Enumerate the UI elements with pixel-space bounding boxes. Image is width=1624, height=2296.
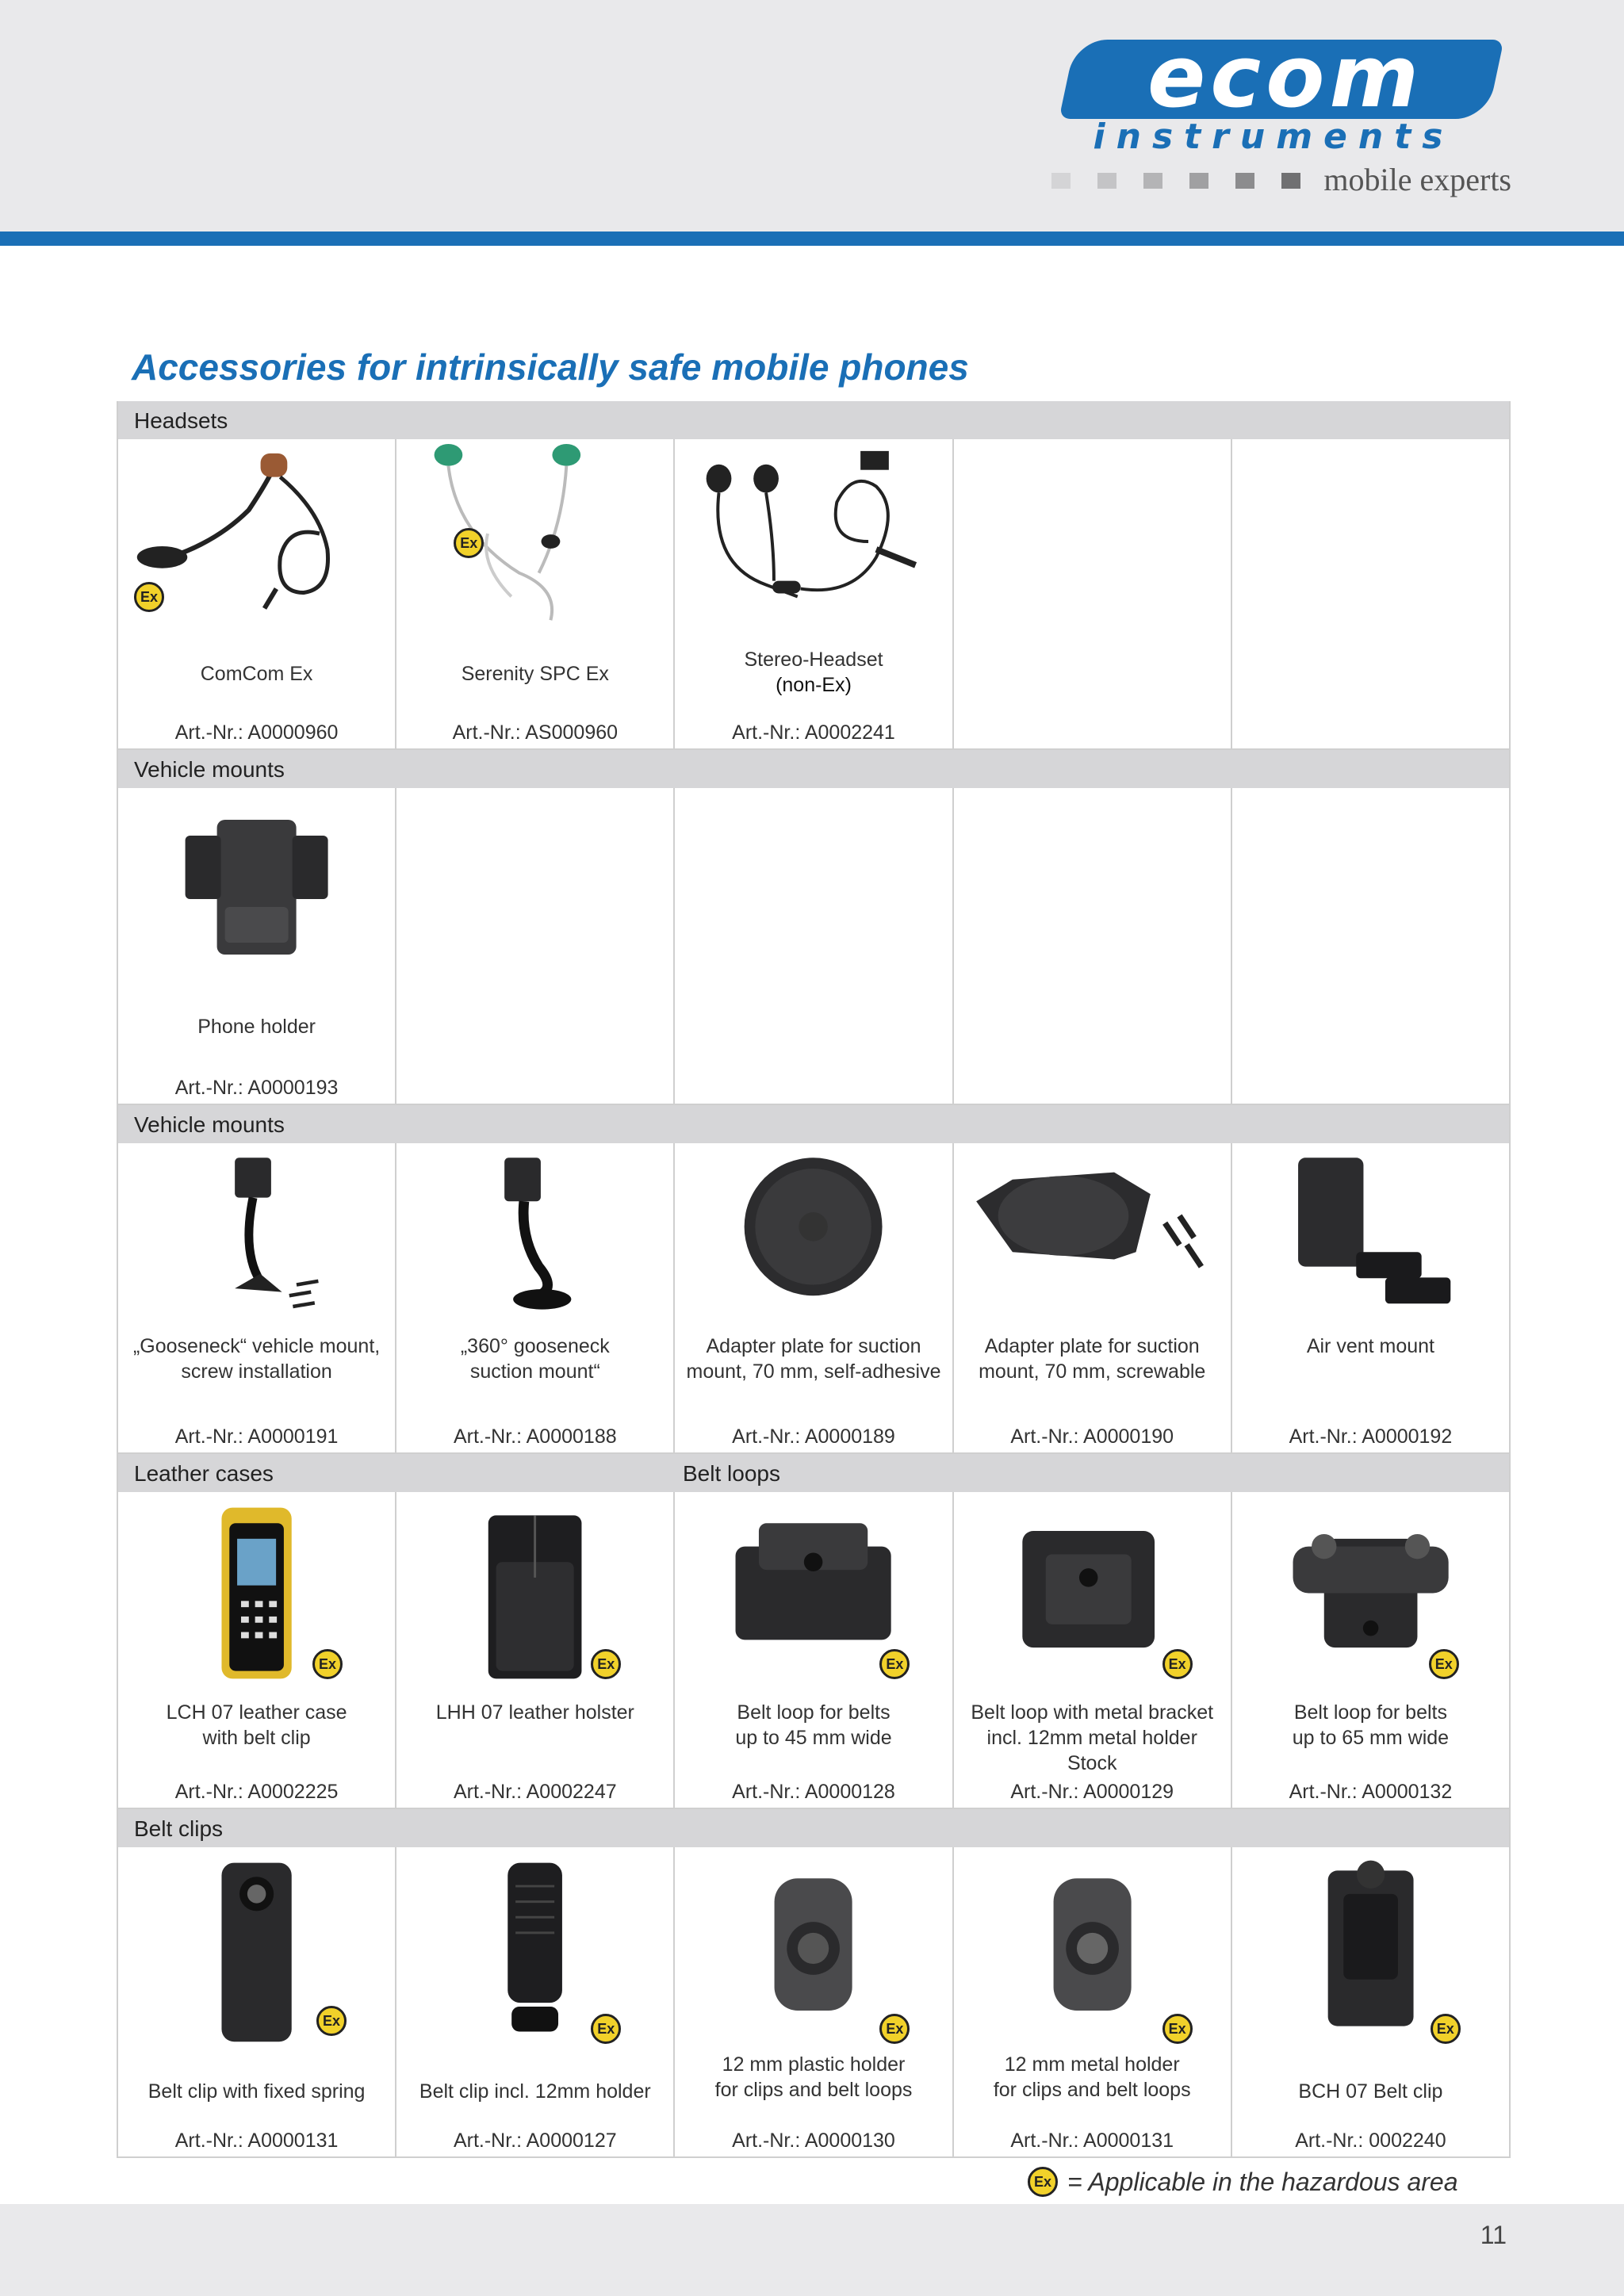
adapter-plate-icon: [675, 1143, 952, 1332]
product-name-subline: mount, 70 mm, self-adhesive: [686, 1360, 941, 1383]
plastic-holder-icon: [675, 1847, 952, 2049]
product-name: [683, 1334, 944, 1384]
article-number: Art.-Nr.: A0000192: [1289, 1425, 1453, 1448]
product-name-subline: screw installation: [181, 1360, 332, 1383]
product-name-subline: (non-Ex): [776, 674, 852, 696]
earbuds-icon: [675, 439, 952, 644]
product-name: [404, 661, 665, 687]
empty-cell: [675, 788, 953, 1105]
leather-holster-icon: [396, 1492, 673, 1694]
section-header: [117, 750, 1511, 788]
ex-certification-icon: Ex: [879, 2014, 910, 2044]
product-cell: [118, 1492, 396, 1809]
product-name: [962, 1334, 1223, 1384]
article-number: Art.-Nr.: A0000132: [1289, 1781, 1453, 1803]
section-title: Leather cases: [134, 1461, 274, 1486]
product-cell: [954, 1143, 1232, 1454]
article-number: Art.-Nr.: A0000193: [174, 1077, 339, 1099]
product-name: [126, 1334, 387, 1384]
product-name-line: LCH 07 leather case: [166, 1701, 347, 1724]
product-cell: [396, 1492, 675, 1809]
empty-cell: [396, 788, 675, 1105]
article-number: Art.-Nr.: 0002240: [1295, 2130, 1446, 2152]
product-name-line: Belt loop for belts: [1293, 1701, 1447, 1724]
accessories-table: [117, 401, 1511, 2158]
product-cell: [396, 1143, 675, 1454]
product-name-line: Air vent mount: [1306, 1335, 1434, 1357]
header-accent-bar: [0, 232, 1624, 246]
product-cell: [396, 1847, 675, 2158]
logo-word: ecom: [1147, 28, 1423, 127]
ex-certification-icon: Ex: [591, 2014, 621, 2044]
product-name-line: ComCom Ex: [200, 663, 313, 685]
product-name-line: 12 mm metal holder: [1004, 2053, 1180, 2076]
earphones-icon: [396, 439, 673, 644]
product-name-subline: up to 45 mm wide: [735, 1727, 892, 1749]
ex-certification-icon: Ex: [316, 2006, 347, 2036]
article-number: Art.-Nr.: A0000131: [1010, 2130, 1174, 2152]
product-name: [404, 1334, 665, 1384]
product-name: [962, 1700, 1223, 1776]
article-number: Art.-Nr.: A0000128: [732, 1781, 895, 1803]
section-header: [117, 1809, 1511, 1847]
product-name-line: „Gooseneck“ vehicle mount,: [132, 1335, 381, 1357]
product-cell: [675, 1143, 953, 1454]
ex-certification-icon: Ex: [879, 1649, 910, 1679]
product-name-line: Belt loop for belts: [737, 1701, 891, 1724]
article-number: Art.-Nr.: AS000960: [452, 721, 619, 744]
ex-certification-icon: Ex: [591, 1649, 621, 1679]
product-name-subline: for clips and belt loops: [993, 2079, 1191, 2101]
article-number: Art.-Nr.: A0000960: [174, 721, 339, 744]
logo-subword: instruments: [1093, 117, 1454, 157]
product-name-subline: incl. 12mm metal holder Stock: [986, 1727, 1197, 1774]
product-name-line: Phone holder: [197, 1016, 316, 1038]
article-number: Art.-Nr.: A0000127: [453, 2130, 617, 2152]
article-number: Art.-Nr.: A0000130: [732, 2130, 895, 2152]
product-cell: [675, 1492, 953, 1809]
headset-icon: [118, 439, 395, 644]
product-name-line: BCH 07 Belt clip: [1298, 2080, 1443, 2103]
product-cell: [118, 1847, 396, 2158]
article-number: Art.-Nr.: A0000191: [174, 1425, 339, 1448]
ex-certification-icon: Ex: [454, 528, 484, 558]
product-row: [117, 1143, 1511, 1454]
article-number: Art.-Nr.: A0000190: [1010, 1425, 1174, 1448]
belt-clip-icon: [118, 1847, 395, 2049]
empty-cell: [1232, 788, 1511, 1105]
product-cell: [1232, 1492, 1511, 1809]
product-name: [683, 647, 944, 698]
ex-certification-icon: Ex: [312, 1649, 343, 1679]
product-name-line: Belt clip with fixed spring: [147, 2080, 366, 2103]
product-name-line: Adapter plate for suction: [984, 1335, 1200, 1357]
product-name: [126, 2079, 387, 2104]
product-cell: [118, 788, 396, 1105]
article-number: Art.-Nr.: A0002225: [174, 1781, 339, 1803]
empty-cell: [954, 788, 1232, 1105]
product-name-subline: mount, 70 mm, screwable: [979, 1360, 1206, 1383]
ecom-logo: [1051, 28, 1511, 198]
legend-text: = Applicable in the hazardous area: [1067, 2168, 1458, 2196]
belt-loop-wide-icon: [1232, 1492, 1509, 1694]
product-cell: [954, 1847, 1232, 2158]
product-cell: [396, 439, 675, 750]
bch-belt-clip-icon: [1232, 1847, 1509, 2049]
empty-cell: [954, 439, 1232, 750]
product-name: [404, 2079, 665, 2104]
belt-loop-icon: [675, 1492, 952, 1694]
section-title: Belt loops: [683, 1461, 780, 1486]
page-number: 11: [1480, 2221, 1507, 2249]
suction-mount-icon: [396, 1143, 673, 1332]
product-cell: [118, 1143, 396, 1454]
ex-certification-icon: Ex: [1028, 2167, 1058, 2197]
product-name-line: „360° gooseneck: [460, 1335, 610, 1357]
product-name-line: Serenity SPC Ex: [461, 663, 609, 685]
product-row: [117, 1492, 1511, 1809]
product-name-line: Stereo-Headset: [744, 649, 883, 671]
product-name: [126, 661, 387, 687]
product-cell: [1232, 1143, 1511, 1454]
logo-tagline: mobile experts: [1323, 162, 1511, 197]
article-number: Art.-Nr.: A0002247: [453, 1781, 617, 1803]
product-name: [1240, 1334, 1501, 1359]
product-name-line: Adapter plate for suction: [706, 1335, 921, 1357]
product-cell: [675, 1847, 953, 2158]
product-name-line: Belt clip incl. 12mm holder: [419, 2080, 651, 2103]
product-name-subline: up to 65 mm wide: [1292, 1727, 1450, 1749]
article-number: Art.-Nr.: A0000129: [1010, 1781, 1174, 1803]
page-title: Accessories for intrinsically safe mobile phones: [132, 346, 969, 388]
gooseneck-mount-icon: [118, 1143, 395, 1332]
section-header: [117, 1454, 1511, 1492]
product-name-subline: suction mount“: [469, 1360, 600, 1383]
ex-certification-icon: Ex: [1429, 1649, 1459, 1679]
product-name: [683, 1700, 944, 1751]
ex-certification-icon: Ex: [1431, 2014, 1461, 2044]
product-name: [126, 1014, 387, 1039]
article-number: Art.-Nr.: A0002241: [732, 721, 895, 744]
product-cell: [954, 1492, 1232, 1809]
product-row: [117, 1847, 1511, 2158]
section-title: Headsets: [134, 408, 228, 433]
product-name-subline: with belt clip: [202, 1727, 311, 1749]
empty-cell: [1232, 439, 1511, 750]
ex-certification-icon: Ex: [1162, 2014, 1193, 2044]
product-cell: [1232, 1847, 1511, 2158]
leather-case-icon: [118, 1492, 395, 1694]
section-title: Belt clips: [134, 1816, 224, 1841]
product-name: [962, 2052, 1223, 2103]
screw-plate-icon: [954, 1143, 1231, 1332]
product-cell: [675, 439, 953, 750]
product-name-line: 12 mm plastic holder: [722, 2053, 906, 2076]
product-row: [117, 788, 1511, 1105]
product-name-line: LHH 07 leather holster: [435, 1701, 634, 1724]
product-name: [1240, 1700, 1501, 1751]
product-name-line: Belt loop with metal bracket: [971, 1701, 1214, 1724]
ex-legend: [1028, 2164, 1457, 2199]
section-title: Vehicle mounts: [134, 757, 285, 782]
section-title: Vehicle mounts: [134, 1112, 285, 1137]
product-name: [1240, 2079, 1501, 2104]
logo-squares: [1051, 173, 1300, 192]
page-footer: [0, 2204, 1624, 2296]
product-name: [683, 2052, 944, 2103]
article-number: Art.-Nr.: A0000189: [732, 1425, 895, 1448]
article-number: Art.-Nr.: A0000131: [174, 2130, 339, 2152]
article-number: Art.-Nr.: A0000188: [453, 1425, 617, 1448]
product-name: [126, 1700, 387, 1751]
product-name-subline: for clips and belt loops: [714, 2079, 913, 2101]
ex-certification-icon: Ex: [1162, 1649, 1193, 1679]
air-vent-mount-icon: [1232, 1143, 1509, 1332]
product-row: [117, 439, 1511, 750]
ex-certification-icon: Ex: [134, 582, 164, 612]
section-header: [117, 401, 1511, 439]
product-name: [404, 1700, 665, 1725]
section-header: [117, 1105, 1511, 1143]
phone-holder-icon: [118, 788, 395, 994]
belt-clip-holder-icon: [396, 1847, 673, 2049]
product-cell: [118, 439, 396, 750]
